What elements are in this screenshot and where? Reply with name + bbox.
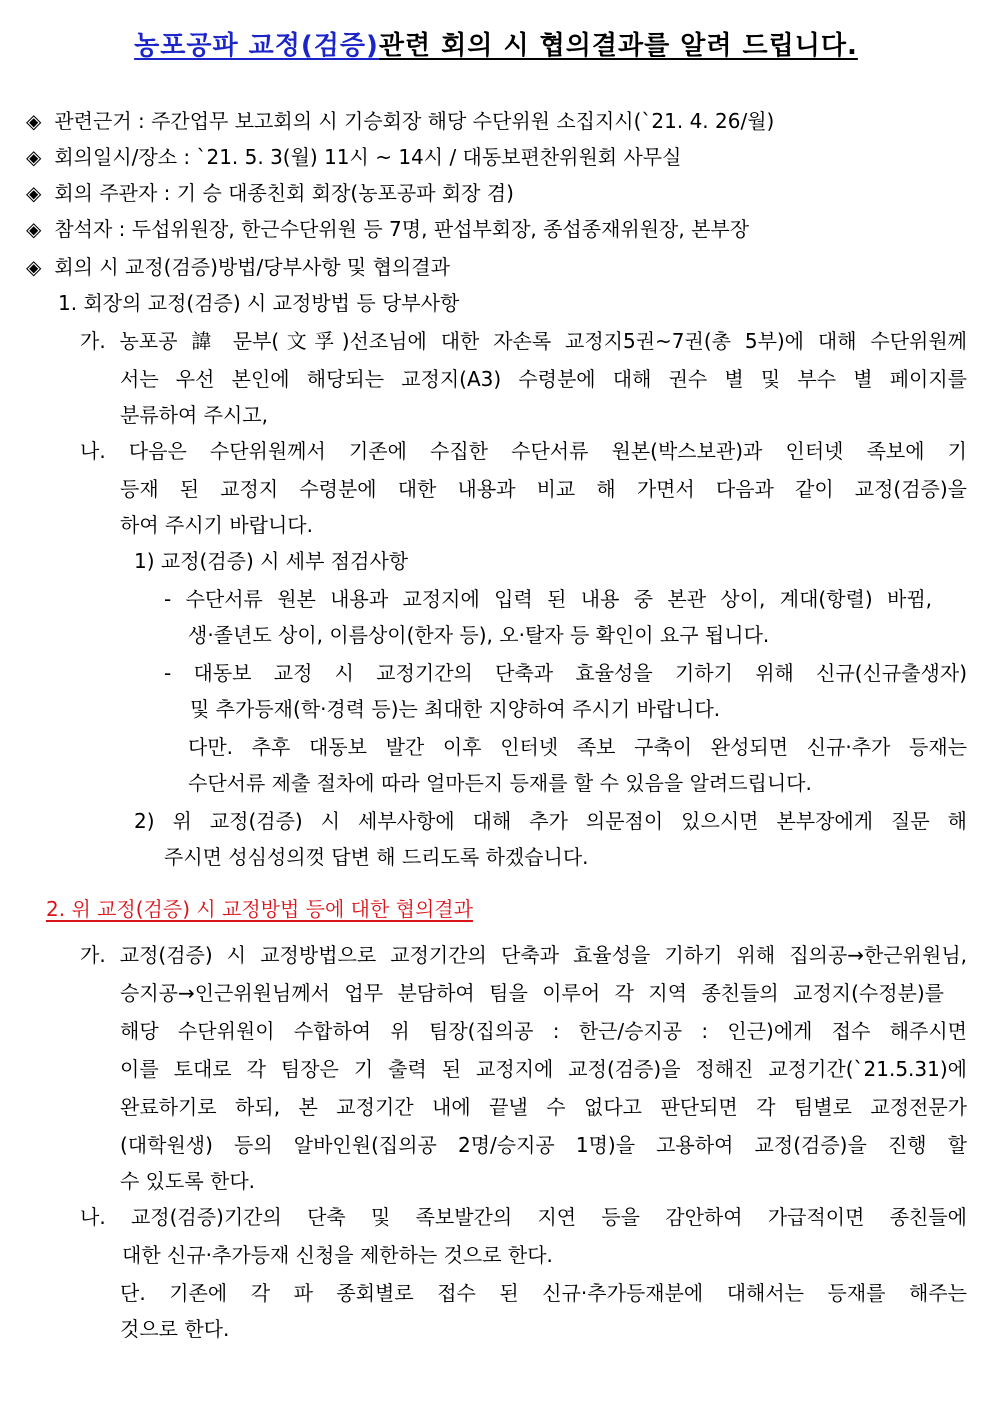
title-highlight: 농포공파 교정(검증)	[134, 31, 379, 61]
diamond-bullet-icon: ◈	[26, 255, 42, 279]
section2-na-line4: 것으로 한다.	[120, 1317, 230, 1341]
section1-dash2-line1: - 대동보 교정 시 교정기간의 단축과 효율성을 기하기 위해 신규(신규출생자)	[164, 661, 967, 685]
section1-ga-line2: 서는 우선 본인에 해당되는 교정지(A3) 수령분에 대해 권수 별 및 부수 별 페이지를	[120, 367, 967, 391]
diamond-bullet-icon: ◈	[26, 109, 42, 133]
section2-ga-line2: 승지공→인근위원님께서 업무 분담하여 팀을 이루어 각 지역 종친들의 교정지(수정분)를	[120, 981, 944, 1005]
section2-ga-line1: 가. 교정(검증) 시 교정방법으로 교정기간의 단축과 효율성을 기하기 위해 집의공→한근위원님,	[80, 943, 967, 967]
section1-ga-line1: 가. 농포공 諱 문부(文孚)선조님에 대한 자손록 교정지5권~7권(총 5부)에 대해 수단위원께	[80, 329, 967, 353]
section2-ga-line7: 수 있도록 한다.	[120, 1169, 255, 1193]
section1-na-line2: 등재 된 교정지 수령분에 대한 내용과 비교 해 가면서 다음과 같이 교정(검증)을	[120, 477, 967, 501]
section2-heading: 2. 위 교정(검증) 시 교정방법 등에 대한 협의결과	[46, 897, 473, 921]
bullet-text: 관련근거 : 주간업무 보고회의 시 기승회장 해당 수단위원 소집지시(`21. 4. 26/월)	[54, 109, 775, 133]
section1-dash1-line1: - 수단서류 원본 내용과 교정지에 입력 된 내용 중 본관 상이, 계대(항렬) 바뀜,	[164, 587, 932, 611]
bullet-attendees	[26, 211, 749, 247]
bullet-text: 회의 주관자 : 기 승 대종친회 회장(농포공파 회장 겸)	[54, 181, 514, 205]
section1-sub2-line2: 주시면 성심성의껏 답변 해 드리도록 하겠습니다.	[164, 845, 589, 869]
section2-na-line1: 나. 교정(검증)기간의 단축 및 족보발간의 지연 등을 감안하여 가급적이면 종친들에	[80, 1205, 967, 1229]
section1-na-line1: 나. 다음은 수단위원께서 기존에 수집한 수단서류 원본(박스보관)과 인터넷 족보에 기	[80, 439, 967, 463]
section1-dash2-line4: 수단서류 제출 절차에 따라 얼마든지 등재를 할 수 있음을 알려드립니다.	[188, 771, 812, 795]
section1-dash2-line2: 및 추가등재(학·경력 등)는 최대한 지양하여 주시기 바랍니다.	[190, 697, 721, 721]
section1-dash1-line2: 생·졸년도 상이, 이름상이(한자 등), 오·탈자 등 확인이 요구 됩니다.	[188, 623, 770, 647]
section1-na-line3: 하여 주시기 바랍니다.	[120, 513, 313, 537]
section2-na-line2: 대한 신규·추가등재 신청을 제한하는 것으로 한다.	[122, 1243, 553, 1267]
section1-sub2-line1: 2) 위 교정(검증) 시 세부사항에 대해 추가 의문점이 있으시면 본부장에게 질문 해	[134, 809, 967, 833]
bullet-text: 회의일시/장소 : `21. 5. 3(월) 11시 ~ 14시 / 대동보편찬위원회 사무실	[54, 145, 682, 169]
section2-ga-line6: (대학원생) 등의 알바인원(집의공 2명/승지공 1명)을 고용하여 교정(검증)을 진행 할	[120, 1133, 967, 1157]
section1-dash2-line3: 다만. 추후 대동보 발간 이후 인터넷 족보 구축이 완성되면 신규·추가 등재는	[188, 735, 967, 759]
bullet-text: 참석자 : 두섭위원장, 한근수단위원 등 7명, 판섭부회장, 종섭종재위원장, 본부장	[54, 217, 750, 241]
diamond-bullet-icon: ◈	[26, 181, 42, 205]
bullet-datetime	[26, 139, 681, 175]
bullet-text: 회의 시 교정(검증)방법/당부사항 및 협의결과	[54, 255, 450, 279]
section2-ga-line4: 이를 토대로 각 팀장은 기 출력 된 교정지에 교정(검증)을 정해진 교정기간(`21.5.31)에	[120, 1057, 967, 1081]
section1-heading: 1. 회장의 교정(검증) 시 교정방법 등 당부사항	[58, 291, 460, 315]
bullet-method	[26, 249, 450, 285]
title-rest: 관련 회의 시 협의결과를 알려 드립니다.	[378, 31, 858, 61]
page-title	[0, 26, 992, 66]
diamond-bullet-icon: ◈	[26, 217, 42, 241]
section1-ga-line3: 분류하여 주시고,	[120, 403, 268, 427]
bullet-host	[26, 175, 514, 211]
section2-ga-line3: 해당 수단위원이 수합하여 위 팀장(집의공 : 한근/승지공 : 인근)에게 접수 해주시면	[120, 1019, 967, 1043]
section2-na-line3: 단. 기존에 각 파 종회별로 접수 된 신규·추가등재분에 대해서는 등재를 해주는	[120, 1281, 967, 1305]
diamond-bullet-icon: ◈	[26, 145, 42, 169]
section1-sub1-heading: 1) 교정(검증) 시 세부 점검사항	[134, 549, 409, 573]
bullet-basis	[26, 103, 774, 139]
section2-ga-line5: 완료하기로 하되, 본 교정기간 내에 끝낼 수 없다고 판단되면 각 팀별로 교정전문가	[120, 1095, 967, 1119]
